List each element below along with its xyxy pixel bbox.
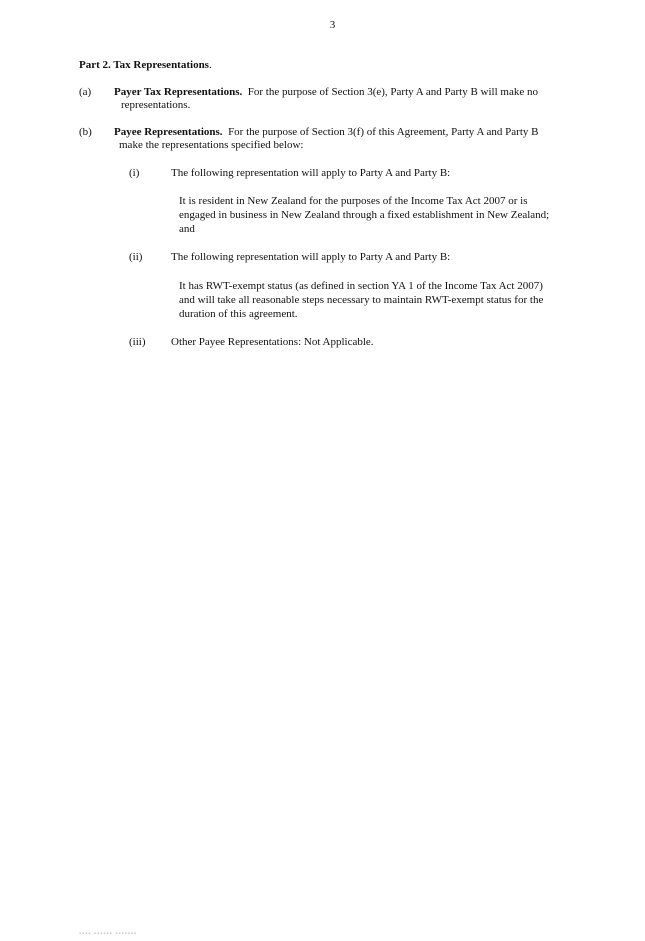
sub-item-heading: The following representation will apply to Party A and Party B: xyxy=(171,167,451,179)
item-b-line1 xyxy=(114,125,538,139)
sub-item-heading: Other Payee Representations: Not Applicable. xyxy=(171,336,374,348)
item-b-label: (b) xyxy=(79,126,92,138)
item-a-title: Payer Tax Representations. xyxy=(114,86,243,98)
footer-faint-marks: ▪▪▪▪ ▪▪▪▪▪▪ ▪▪▪▪▪▪▪ xyxy=(79,931,138,937)
sub-item-line: and xyxy=(179,223,195,235)
sub-item-line: engaged in business in New Zealand through a fixed establishment in New Zealand; xyxy=(179,209,550,221)
sub-item-numeral: (i) xyxy=(129,167,140,179)
item-a-text-line2: representations. xyxy=(121,99,191,111)
sub-item-line: duration of this agreement. xyxy=(179,308,298,320)
part-heading-title: Part 2. Tax Representations xyxy=(79,59,209,71)
item-b-text-line1-post: Party A and Party B xyxy=(448,126,539,138)
item-a-line1 xyxy=(114,85,538,99)
item-b-text-line1-pre: For the purpose of Section 3(f) of this Agreement xyxy=(222,126,446,138)
sub-item-line: It has RWT-exempt status (as defined in section YA 1 of the Income Tax Act 2007) xyxy=(179,280,543,292)
part-heading xyxy=(79,58,212,72)
sub-item-line: It is resident in New Zealand for the purposes of the Income Tax Act 2007 or is xyxy=(179,195,528,207)
page-number: 3 xyxy=(329,19,336,31)
sub-item-line: and will take all reasonable steps necessary to maintain RWT-exempt status for the xyxy=(179,294,544,306)
sub-item-numeral: (ii) xyxy=(129,251,143,263)
item-a-label: (a) xyxy=(79,86,92,98)
item-b-title: Payee Representations. xyxy=(114,126,223,138)
sub-item-numeral: (iii) xyxy=(129,336,146,348)
sub-item-heading: The following representation will apply to Party A and Party B: xyxy=(171,251,451,263)
item-b-comma-mark: , xyxy=(445,126,449,138)
part-heading-suffix: . xyxy=(208,59,212,71)
item-a-text-line1: For the purpose of Section 3(e), Party A and Party B will make no xyxy=(242,86,538,98)
item-b-text-line2: make the representations specified below: xyxy=(119,139,304,151)
